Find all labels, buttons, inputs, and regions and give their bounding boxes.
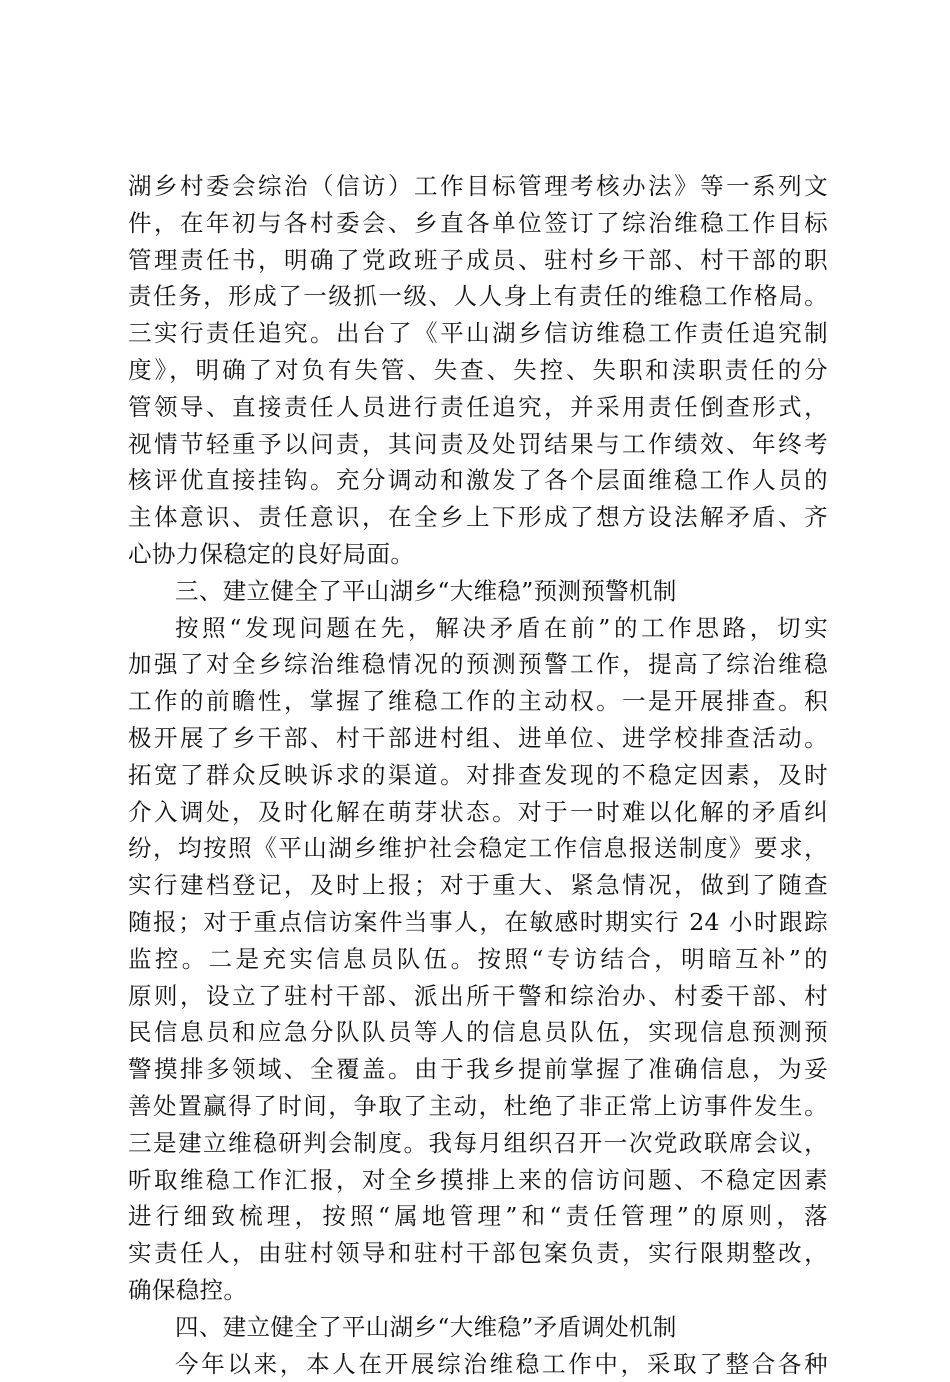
text-line: 听取维稳工作汇报，对全乡摸排上来的信访问题、不稳定因素 xyxy=(128,1162,828,1199)
text-line: 加强了对全乡综治维稳情况的预测预警工作，提高了综治维稳 xyxy=(128,646,828,683)
text-line: 极开展了乡干部、村干部进村组、进单位、进学校排查活动。 xyxy=(128,720,828,757)
text-line: 工作的前瞻性，掌握了维稳工作的主动权。一是开展排查。积 xyxy=(128,683,828,720)
text-line: 核评优直接挂钩。充分调动和激发了各个层面维稳工作人员的 xyxy=(128,462,828,499)
text-line: 件，在年初与各村委会、乡直各单位签订了综治维稳工作目标 xyxy=(128,205,828,242)
text-line: 民信息员和应急分队队员等人的信息员队伍，实现信息预测预 xyxy=(128,1014,828,1051)
text-line: 管理责任书，明确了党政班子成员、驻村乡干部、村干部的职 xyxy=(128,242,828,279)
text-line: 监控。二是充实信息员队伍。按照“专访结合，明暗互补”的 xyxy=(128,941,828,978)
text-line: 今年以来，本人在开展综治维稳工作中，采取了整合各种 xyxy=(128,1346,828,1382)
section-heading: 三、建立健全了平山湖乡“大维稳”预测预警机制 xyxy=(128,573,828,610)
body-text xyxy=(128,168,828,1382)
text-line: 介入调处，及时化解在萌芽状态。对于一时难以化解的矛盾纠 xyxy=(128,794,828,831)
text-line: 进行细致梳理，按照“属地管理”和“责任管理”的原则，落 xyxy=(128,1198,828,1235)
text-line: 实责任人，由驻村领导和驻村干部包案负责，实行限期整改， xyxy=(128,1235,828,1272)
text-line: 视情节轻重予以问责，其问责及处罚结果与工作绩效、年终考 xyxy=(128,426,828,463)
text-line: 三实行责任追究。出台了《平山湖乡信访维稳工作责任追究制 xyxy=(128,315,828,352)
text-line: 度》，明确了对负有失管、失查、失控、失职和渎职责任的分 xyxy=(128,352,828,389)
section-heading: 四、建立健全了平山湖乡“大维稳”矛盾调处机制 xyxy=(128,1309,828,1346)
text-line: 警摸排多领域、全覆盖。由于我乡提前掌握了准确信息，为妥 xyxy=(128,1051,828,1088)
text-line: 责任务，形成了一级抓一级、人人身上有责任的维稳工作格局。 xyxy=(128,278,828,315)
text-line: 拓宽了群众反映诉求的渠道。对排查发现的不稳定因素，及时 xyxy=(128,757,828,794)
text-line: 三是建立维稳研判会制度。我每月组织召开一次党政联席会议， xyxy=(128,1125,828,1162)
text-line: 善处置赢得了时间，争取了主动，杜绝了非正常上访事件发生。 xyxy=(128,1088,828,1125)
text-line: 纷，均按照《平山湖乡维护社会稳定工作信息报送制度》要求， xyxy=(128,830,828,867)
text-line: 确保稳控。 xyxy=(128,1272,828,1309)
text-line: 原则，设立了驻村干部、派出所干警和综治办、村委干部、村 xyxy=(128,978,828,1015)
text-line: 随报；对于重点信访案件当事人，在敏感时期实行 24 小时跟踪 xyxy=(128,904,828,941)
text-line: 实行建档登记，及时上报；对于重大、紧急情况，做到了随查 xyxy=(128,867,828,904)
text-line: 心协力保稳定的良好局面。 xyxy=(128,536,828,573)
text-line: 主体意识、责任意识，在全乡上下形成了想方设法解矛盾、齐 xyxy=(128,499,828,536)
text-line: 湖乡村委会综治（信访）工作目标管理考核办法》等一系列文 xyxy=(128,168,828,205)
text-line: 按照“发现问题在先，解决矛盾在前”的工作思路，切实 xyxy=(128,610,828,647)
text-line: 管领导、直接责任人员进行责任追究，并采用责任倒查形式， xyxy=(128,389,828,426)
